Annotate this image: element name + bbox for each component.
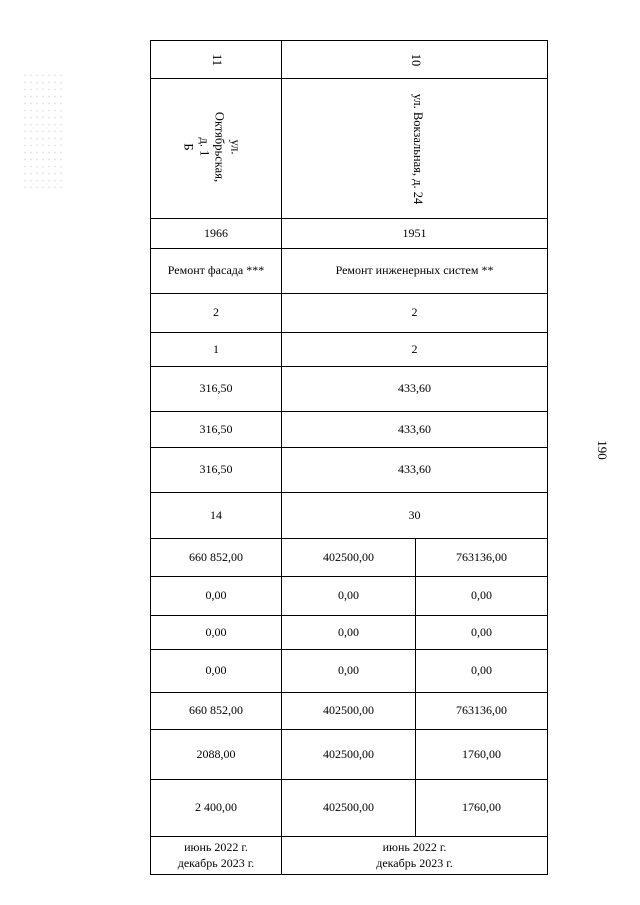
table-row [151, 616, 548, 650]
table-row [151, 333, 548, 367]
address-right: ул. Вокзальная, д. 24 [282, 79, 548, 219]
cell: 0,00 [416, 577, 548, 616]
table-row [151, 367, 548, 412]
table-row [151, 249, 548, 294]
cell: 1760,00 [416, 730, 548, 780]
table-row [151, 730, 548, 780]
cell: 0,00 [282, 650, 416, 693]
table-row [151, 219, 548, 249]
year-left: 1966 [151, 219, 282, 249]
cell: 1 [151, 333, 282, 367]
repair-type-left: Ремонт фасада *** [151, 249, 282, 294]
data-table [150, 40, 548, 875]
table-row [151, 412, 548, 448]
table-row [151, 577, 548, 616]
table-row [151, 539, 548, 577]
cell: 2 [282, 294, 548, 333]
table-row [151, 294, 548, 333]
cell: 0,00 [151, 650, 282, 693]
column-number-right: 10 [282, 41, 548, 79]
cell: 763136,00 [416, 539, 548, 577]
cell: 433,60 [282, 448, 548, 493]
repair-type-right: Ремонт инженерных систем ** [282, 249, 548, 294]
column-number-left: 11 [151, 41, 282, 79]
cell: 402500,00 [282, 539, 416, 577]
cell: 316,50 [151, 367, 282, 412]
cell: 316,50 [151, 448, 282, 493]
scan-noise [22, 72, 64, 192]
period-right: июнь 2022 г. декабрь 2023 г. [282, 837, 548, 875]
table-row [151, 79, 548, 219]
page-number: 190 [594, 440, 610, 460]
cell: 763136,00 [416, 693, 548, 730]
cell: 30 [282, 493, 548, 539]
cell: 433,60 [282, 367, 548, 412]
cell: 0,00 [282, 616, 416, 650]
table-row [151, 448, 548, 493]
table-row [151, 693, 548, 730]
cell: 2 [151, 294, 282, 333]
table-row [151, 837, 548, 875]
cell: 660 852,00 [151, 693, 282, 730]
cell: 0,00 [282, 577, 416, 616]
table-row [151, 650, 548, 693]
cell: 402500,00 [282, 780, 416, 837]
cell: 0,00 [416, 616, 548, 650]
cell: 433,60 [282, 412, 548, 448]
table-row [151, 41, 548, 79]
table-row [151, 780, 548, 837]
cell: 0,00 [416, 650, 548, 693]
cell: 2088,00 [151, 730, 282, 780]
address-left: ул. Октябрьская, д. 1 Б [151, 79, 282, 219]
cell: 2 [282, 333, 548, 367]
table-row [151, 493, 548, 539]
cell: 0,00 [151, 616, 282, 650]
cell: 402500,00 [282, 693, 416, 730]
cell: 1760,00 [416, 780, 548, 837]
cell: 14 [151, 493, 282, 539]
cell: 0,00 [151, 577, 282, 616]
period-left: июнь 2022 г. декабрь 2023 г. [151, 837, 282, 875]
year-right: 1951 [282, 219, 548, 249]
cell: 402500,00 [282, 730, 416, 780]
cell: 316,50 [151, 412, 282, 448]
cell: 2 400,00 [151, 780, 282, 837]
cell: 660 852,00 [151, 539, 282, 577]
